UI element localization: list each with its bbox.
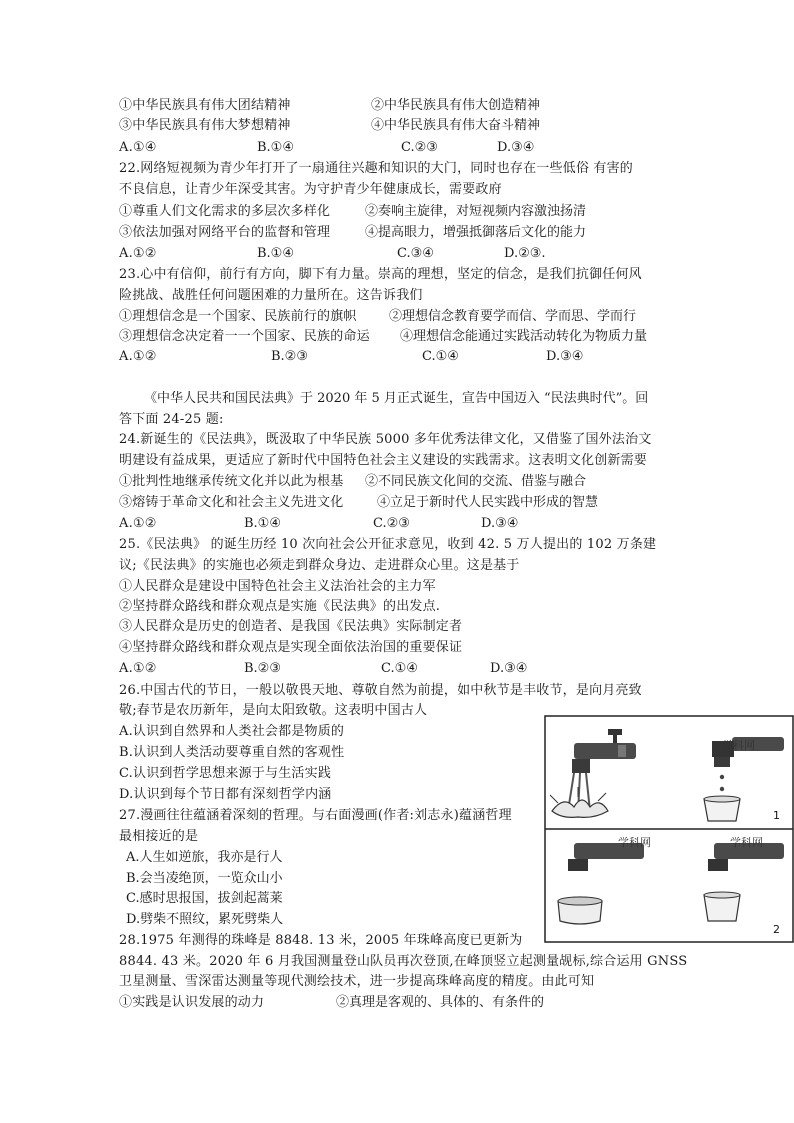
q27-stem-line-1: 27.漫画往往蕴涵着深刻的哲理。与右面漫画(作者:刘志永)蕴涵哲理 [119, 808, 512, 823]
q22-stem-line-1: 22.网络短视频为青少年打开了一扇通往兴趣和知识的大门，同时也存在一些低俗 有害的 [119, 161, 634, 176]
q22-choice-d: D.②③. [504, 246, 546, 261]
q28-option-2: ②真理是客观的、具体的、有条件的 [336, 995, 545, 1010]
q25-choice-c: C.①④ [381, 661, 418, 676]
q21-choice-d: D.③④ [497, 140, 535, 155]
q25-stem-line-1: 25.《民法典》 的诞生历经 10 次向社会公开征求意见，收到 42. 5 万人提出的 102 万条建 [119, 537, 657, 552]
q24-option-4: ④立足于新时代人民实践中形成的智慧 [377, 495, 599, 510]
q22-option-2: ②奏响主旋律，对短视频内容激浊扬清 [365, 204, 587, 219]
cartoon-watermark-2: 学科网 [618, 836, 651, 849]
q21-option-3: ③中华民族具有伟大梦想精神 [119, 118, 291, 133]
intro-line-2: 答下面 24-25 题: [119, 412, 224, 427]
q25-stem-line-2: 议;《民法典》的实施也必须走到群众身边、走进群众心里。这是基于 [119, 558, 520, 573]
cartoon-panel-2-label: 2 [773, 923, 780, 936]
q23-option-3: ③理想信念决定着一一个国家、民族的命运 [119, 329, 370, 344]
q27-option-a: A.人生如逆旅，我亦是行人 [126, 850, 283, 865]
q21-choice-c: C.②③ [401, 140, 438, 155]
q22-stem-line-2: 不良信息，让青少年深受其害。为守护青少年健康成长，需要政府 [119, 182, 502, 197]
q24-option-2: ②不同民族文化间的交流、借鉴与融合 [365, 474, 587, 489]
q26-option-a: A.认识到自然界和人类社会都是物质的 [119, 724, 345, 739]
q25-option-2: ②坚持群众路线和群众观点是实施《民法典》的出发点. [119, 599, 441, 614]
q25-option-1: ①人民群众是建设中国特色社会主义法治社会的主力军 [119, 579, 436, 594]
q27-option-b: B.会当凌绝顶，一览众山小 [126, 871, 283, 886]
intro-line-1: 《中华人民共和国民法典》于 2020 年 5 月正式诞生，宣告中国迈入 “民法典时代”。回 [144, 391, 649, 406]
faucet-cartoon [544, 715, 794, 943]
q26-option-d: D.认识到每个节日都有深刻哲学内涵 [119, 787, 332, 802]
cartoon-watermark-1: 学科网 [722, 739, 755, 752]
q22-choice-a: A.①② [119, 246, 157, 261]
q28-option-1: ①实践是认识发展的动力 [119, 995, 265, 1010]
q22-choice-b: B.①④ [257, 246, 294, 261]
q21-option-4: ④中华民族具有伟大奋斗精神 [371, 118, 541, 133]
q24-choice-d: D.③④ [481, 516, 519, 531]
q26-stem-line-1: 26.中国古代的节日，一般以敬畏天地、尊敬自然为前提，如中秋节是丰收节，是向月亮致 [119, 683, 642, 698]
q24-stem-line-2: 明建设有益成果，更适应了新时代中国特色社会主义建设的实践需求。这表明文化创新需要 [119, 453, 648, 468]
q27-option-d: D.劈柴不照纹，累死劈柴人 [126, 912, 284, 927]
q23-choice-c: C.①④ [422, 349, 459, 364]
q25-option-3: ③人民群众是历史的创造者、是我国《民法典》实际制定者 [119, 619, 463, 634]
q25-choice-d: D.③④ [490, 661, 528, 676]
q26-option-c: C.认识到哲学思想来源于与生活实践 [119, 766, 332, 781]
q23-stem-line-1: 23.心中有信仰，前行有方向，脚下有力量。崇高的理想，坚定的信念，是我们抗御任何风 [119, 267, 642, 282]
cartoon-panel-1-label: 1 [773, 809, 780, 822]
q28-stem-line-1: 28.1975 年测得的珠峰是 8848. 13 米，2005 年珠峰高度已更新为 [119, 933, 523, 948]
q25-choice-a: A.①② [119, 661, 157, 676]
q21-option-1: ①中华民族具有伟大团结精神 [119, 98, 291, 113]
q26-stem-line-2: 敬;春节是农历新年，是向太阳致敬。这表明中国古人 [119, 703, 428, 718]
cartoon-watermark-3: 学科网 [730, 836, 763, 849]
q25-option-4: ④坚持群众路线和群众观点是实现全面依法治国的重要保证 [119, 640, 463, 655]
q23-choice-b: B.②③ [271, 349, 308, 364]
q24-choice-b: B.①④ [244, 516, 281, 531]
q23-option-2: ②理想信念教育要学而信、学而思、学而行 [389, 309, 637, 324]
q24-stem-line-1: 24.新诞生的《民法典》，既汲取了中华民族 5000 多年优秀法律文化，又借鉴了国外法治文 [119, 432, 652, 447]
q28-stem-line-2: 8844. 43 米。2020 年 6 月我国测量登山队员再次登顶,在峰顶竖立起测量觇标,综合运用 GNSS [119, 954, 688, 969]
q24-option-3: ③熔铸于革命文化和社会主义先进文化 [119, 495, 344, 510]
q27-stem-line-2: 最相接近的是 [119, 829, 199, 844]
q22-option-3: ③依法加强对网络平台的监督和管理 [119, 225, 331, 240]
q21-choice-a: A.①④ [119, 140, 157, 155]
q23-option-4: ④理想信念能通过实践活动转化为物质力量 [400, 329, 648, 344]
q23-option-1: ①理想信念是一个国家、民族前行的旗帜 [119, 309, 357, 324]
q28-stem-line-3: 卫星测量、雪深雷达测量等现代测绘技术，进一步提高珠峰高度的精度。由此可知 [119, 974, 595, 989]
q22-option-1: ①尊重人们文化需求的多层次多样化 [119, 204, 331, 219]
q24-option-1: ①批判性地继承传统文化并以此为根基 [119, 474, 344, 489]
q24-choice-c: C.②③ [373, 516, 410, 531]
q23-choice-d: D.③④ [546, 349, 584, 364]
q27-option-c: C.感时思报国，拔剑起蒿莱 [126, 891, 283, 906]
q22-choice-c: C.③④ [397, 246, 434, 261]
q24-choice-a: A.①② [119, 516, 157, 531]
q21-choice-b: B.①④ [257, 140, 294, 155]
q23-stem-line-2: 险挑战、战胜任何问题困难的力量所在。这告诉我们 [119, 288, 423, 303]
q21-option-2: ②中华民族具有伟大创造精神 [371, 98, 541, 113]
q23-choice-a: A.①② [119, 349, 157, 364]
q25-choice-b: B.②③ [244, 661, 281, 676]
q22-option-4: ④提高眼力，增强抵御落后文化的能力 [365, 225, 587, 240]
q26-option-b: B.认识到人类活动要尊重自然的客观性 [119, 745, 345, 760]
